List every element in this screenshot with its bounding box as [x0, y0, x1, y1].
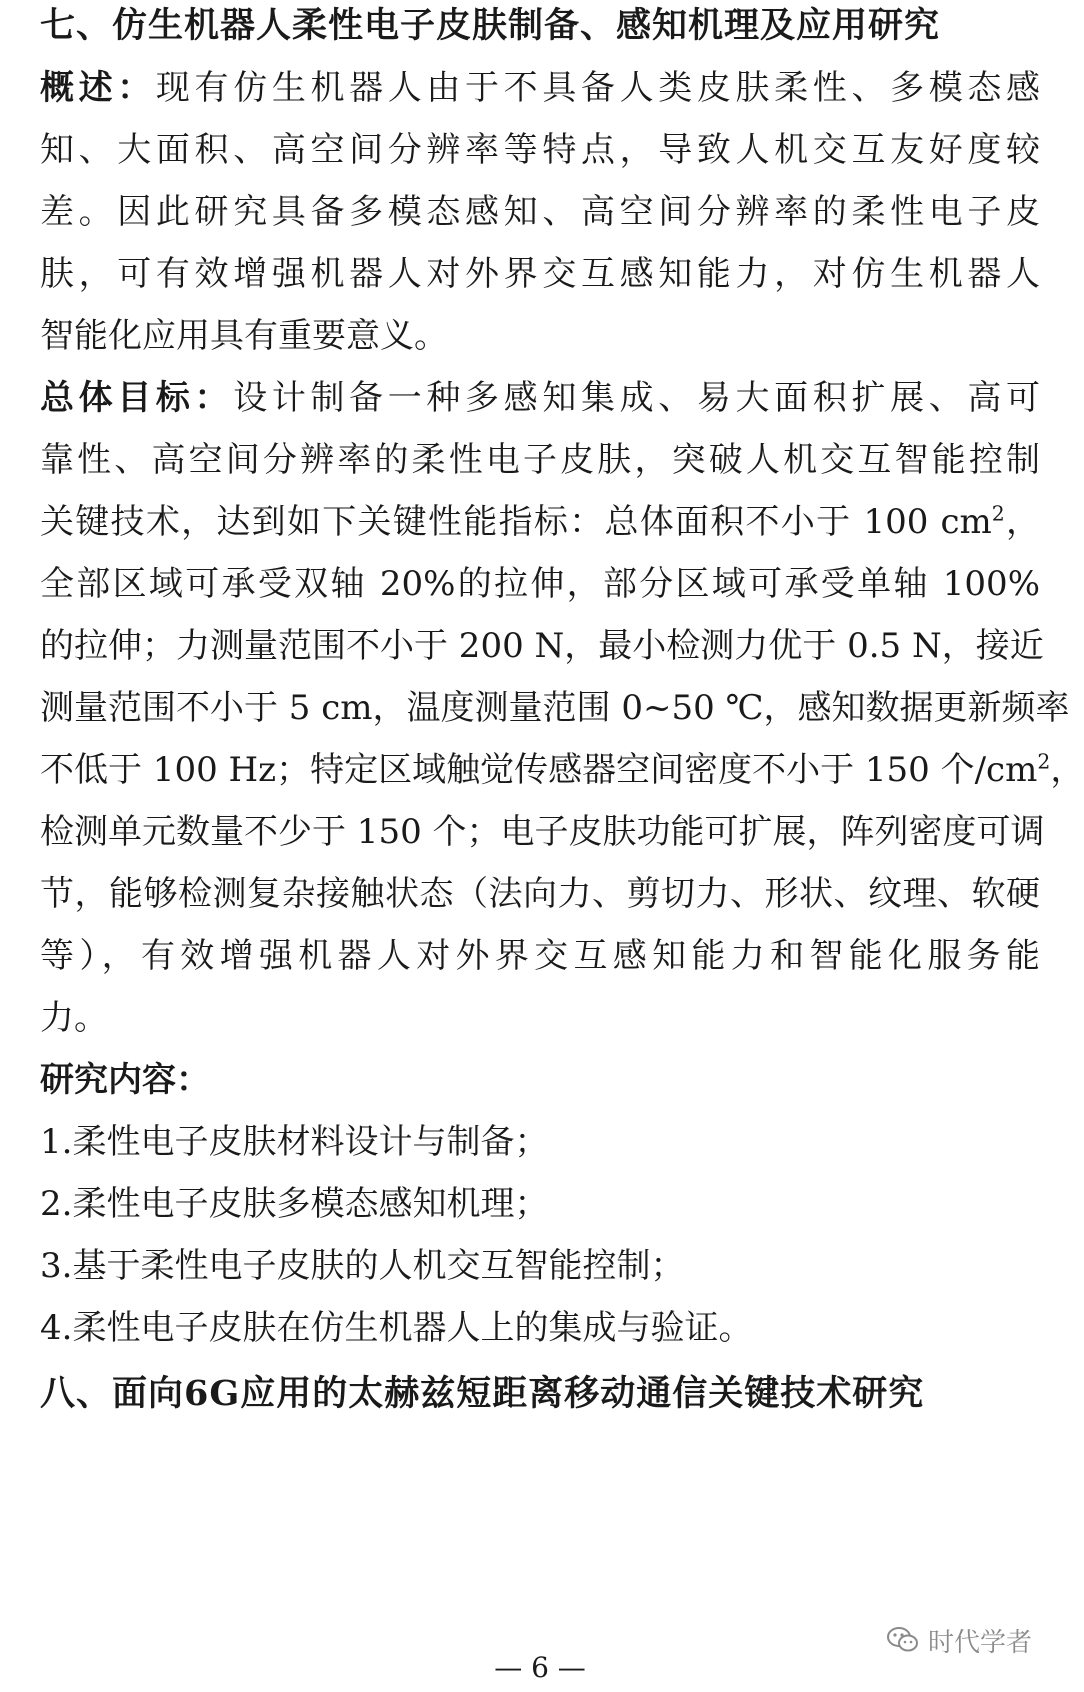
overview-line-2: 知、大面积、高空间分辨率等特点，导致人机交互友好度较 [40, 130, 1040, 170]
research-item-1: 1.柔性电子皮肤材料设计与制备； [40, 1122, 549, 1162]
overview-line-3: 差。因此研究具备多模态感知、高空间分辨率的柔性电子皮 [40, 192, 1040, 232]
research-item-3: 3.基于柔性电子皮肤的人机交互智能控制； [40, 1246, 685, 1286]
goal-line-3: 关键技术，达到如下关键性能指标：总体面积不小于 100 $cm^2$， [40, 501, 1040, 542]
goal-line-1: 总体目标：设计制备一种多感知集成、易大面积扩展、高可 [40, 378, 1041, 418]
goal-label: 总体目标： [40, 378, 234, 418]
goal-line-11: 力。 [40, 998, 108, 1038]
goal-line-8: 检测单元数量不少于 150 个；电子皮肤功能可扩展，阵列密度可调 [40, 812, 1045, 852]
overview-label: 概述： [40, 68, 156, 108]
overview-line-4: 肤，可有效增强机器人对外界交互感知能力，对仿生机器人 [40, 254, 1040, 294]
goal-line-4: 全部区域可承受双轴 20%的拉伸，部分区域可承受单轴 100% [40, 564, 1040, 604]
goal-line-6: 测量范围不小于 5 cm，温度测量范围 0~50 ℃，感知数据更新频率 [40, 688, 1070, 728]
goal-line-7: 不低于 100 Hz；特定区域触觉传感器空间密度不小于 150 个$/cm^2$， [40, 749, 1084, 790]
watermark-text: 时代学者 [928, 1627, 1033, 1658]
research-item-2: 2.柔性电子皮肤多模态感知机理； [40, 1184, 549, 1224]
goal-line-9: 节，能够检测复杂接触状态（法向力、剪切力、形状、纹理、软硬 [40, 874, 1040, 914]
research-label: 研究内容： [40, 1060, 210, 1100]
research-item-4: 4.柔性电子皮肤在仿生机器人上的集成与验证。 [40, 1308, 753, 1348]
section-7-heading: 七、仿生机器人柔性电子皮肤制备、感知机理及应用研究 [40, 5, 941, 46]
overview-line-5: 智能化应用具有重要意义。 [40, 316, 448, 356]
goal-line-2: 靠性、高空间分辨率的柔性电子皮肤，突破人机交互智能控制 [40, 440, 1040, 480]
goal-line-5: 的拉伸；力测量范围不小于 200 N，最小检测力优于 0.5 N，接近 [40, 626, 1044, 666]
page-number: — 6 — [494, 1651, 586, 1684]
section-8-heading: 八、面向6G应用的太赫兹短距离移动通信关键技术研究 [40, 1373, 925, 1414]
overview-line-1: 概述：现有仿生机器人由于不具备人类皮肤柔性、多模态感 [40, 68, 1041, 108]
goal-line-10: 等），有效增强机器人对外界交互感知能力和智能化服务能 [40, 936, 1040, 976]
